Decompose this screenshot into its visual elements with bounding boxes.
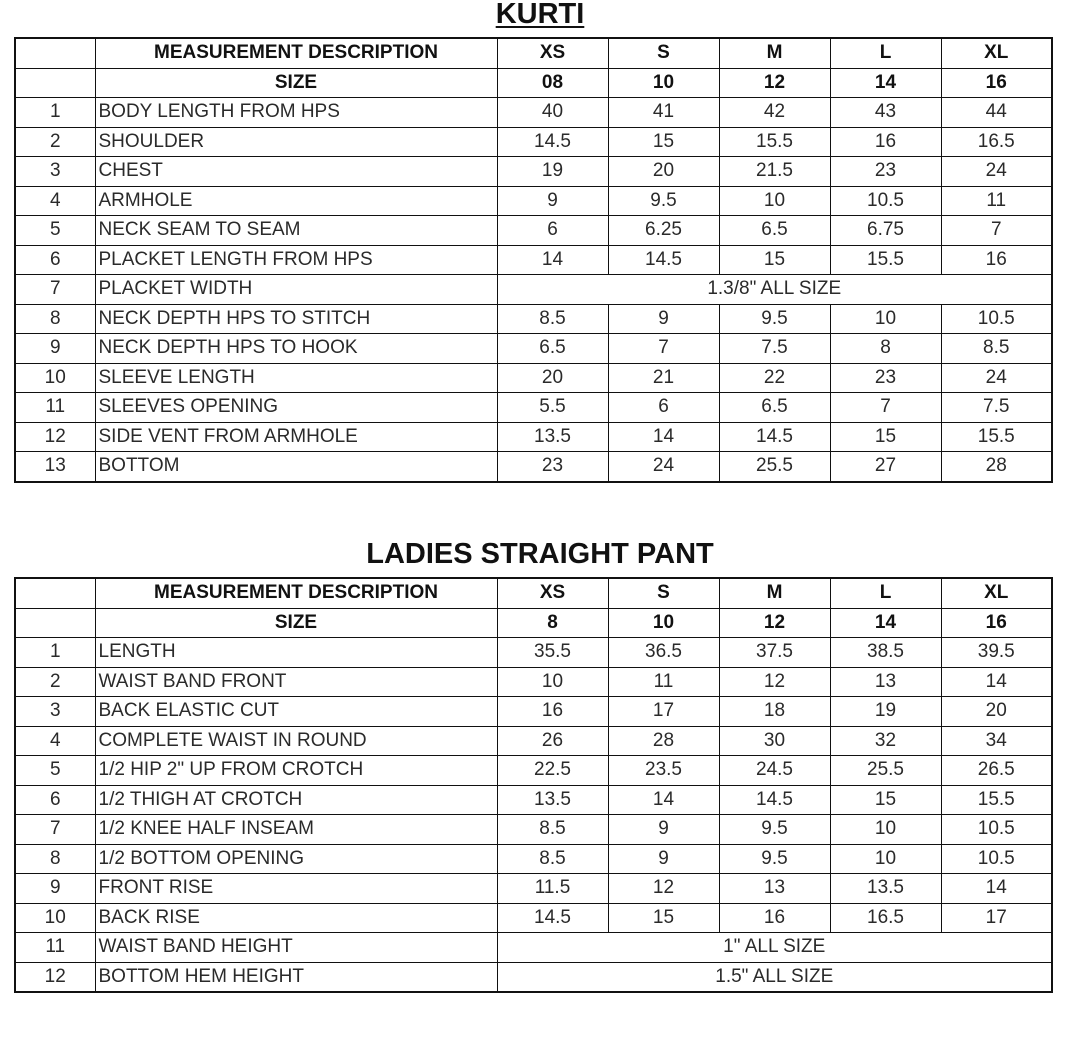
description-cell: BACK ELASTIC CUT xyxy=(95,697,497,727)
measurement-cell: 9 xyxy=(608,844,719,874)
table-row xyxy=(15,785,1052,815)
size-number-cell: 8 xyxy=(497,608,608,638)
measurement-cell: 11 xyxy=(941,186,1052,216)
table-row xyxy=(15,933,1052,963)
measurement-cell: 7 xyxy=(941,216,1052,246)
row-number-cell: 12 xyxy=(15,422,95,452)
table-row xyxy=(15,903,1052,933)
measurement-cell: 23 xyxy=(830,363,941,393)
description-cell: NECK SEAM TO SEAM xyxy=(95,216,497,246)
table-row xyxy=(15,393,1052,423)
measurement-cell: 10.5 xyxy=(830,186,941,216)
measurement-cell: 14 xyxy=(497,245,608,275)
size-header-cell: XL xyxy=(941,578,1052,608)
size-number-row xyxy=(15,68,1052,98)
description-header-cell: MEASUREMENT DESCRIPTION xyxy=(95,578,497,608)
description-cell: SIDE VENT FROM ARMHOLE xyxy=(95,422,497,452)
measurement-cell: 15.5 xyxy=(830,245,941,275)
measurement-cell: 9.5 xyxy=(719,304,830,334)
row-number-cell: 7 xyxy=(15,275,95,305)
description-cell: ARMHOLE xyxy=(95,186,497,216)
measurement-cell: 8.5 xyxy=(941,334,1052,364)
measurement-cell: 36.5 xyxy=(608,638,719,668)
size-header-cell: L xyxy=(830,38,941,68)
measurement-cell: 6.5 xyxy=(719,393,830,423)
measurement-cell: 16 xyxy=(830,127,941,157)
measurement-cell: 28 xyxy=(608,726,719,756)
table-row xyxy=(15,756,1052,786)
size-number-cell: 12 xyxy=(719,608,830,638)
measurement-cell: 16.5 xyxy=(830,903,941,933)
row-number-cell: 13 xyxy=(15,452,95,482)
measurement-cell: 7 xyxy=(830,393,941,423)
measurement-cell: 41 xyxy=(608,98,719,128)
row-number-cell: 12 xyxy=(15,962,95,992)
size-header-cell: S xyxy=(608,38,719,68)
row-number-cell: 2 xyxy=(15,127,95,157)
measurement-cell: 18 xyxy=(719,697,830,727)
measurement-cell: 24 xyxy=(608,452,719,482)
row-number-cell: 6 xyxy=(15,245,95,275)
measurement-cell: 10 xyxy=(719,186,830,216)
measurement-cell: 15.5 xyxy=(941,422,1052,452)
measurement-cell: 7 xyxy=(608,334,719,364)
size-label-cell: SIZE xyxy=(95,608,497,638)
measurement-cell: 24 xyxy=(941,363,1052,393)
size-number-cell: 10 xyxy=(608,608,719,638)
number-cell xyxy=(15,608,95,638)
description-cell: WAIST BAND FRONT xyxy=(95,667,497,697)
description-cell: 1/2 KNEE HALF INSEAM xyxy=(95,815,497,845)
measurement-cell: 27 xyxy=(830,452,941,482)
measurement-cell: 40 xyxy=(497,98,608,128)
measurement-cell: 43 xyxy=(830,98,941,128)
description-cell: WAIST BAND HEIGHT xyxy=(95,933,497,963)
measurement-cell: 10.5 xyxy=(941,815,1052,845)
size-header-cell: L xyxy=(830,578,941,608)
measurement-cell: 26 xyxy=(497,726,608,756)
size-number-cell: 08 xyxy=(497,68,608,98)
size-header-cell: XL xyxy=(941,38,1052,68)
measurement-cell: 6 xyxy=(497,216,608,246)
measurement-cell: 16 xyxy=(941,245,1052,275)
table-row xyxy=(15,127,1052,157)
measurement-cell: 15 xyxy=(608,127,719,157)
measurement-cell: 35.5 xyxy=(497,638,608,668)
pant-title xyxy=(0,536,1080,572)
table-row xyxy=(15,697,1052,727)
measurement-cell: 15 xyxy=(719,245,830,275)
table-row xyxy=(15,638,1052,668)
description-cell: 1/2 THIGH AT CROTCH xyxy=(95,785,497,815)
measurement-cell: 14 xyxy=(941,874,1052,904)
measurement-cell: 14.5 xyxy=(719,785,830,815)
measurement-cell: 12 xyxy=(608,874,719,904)
size-header-cell: XS xyxy=(497,578,608,608)
description-header-cell: MEASUREMENT DESCRIPTION xyxy=(95,38,497,68)
measurement-cell: 6.5 xyxy=(497,334,608,364)
measurement-cell: 25.5 xyxy=(719,452,830,482)
measurement-cell: 8 xyxy=(830,334,941,364)
size-header-cell: M xyxy=(719,578,830,608)
measurement-cell: 12 xyxy=(719,667,830,697)
description-cell: 1/2 HIP 2" UP FROM CROTCH xyxy=(95,756,497,786)
measurement-cell: 13.5 xyxy=(830,874,941,904)
kurti-title-text: KURTI xyxy=(495,0,585,30)
table-row xyxy=(15,844,1052,874)
table-row xyxy=(15,186,1052,216)
measurement-cell: 16.5 xyxy=(941,127,1052,157)
measurement-cell: 13 xyxy=(830,667,941,697)
measurement-cell: 19 xyxy=(830,697,941,727)
measurement-cell: 6 xyxy=(608,393,719,423)
measurement-cell: 14.5 xyxy=(497,903,608,933)
measurement-cell: 21.5 xyxy=(719,157,830,187)
description-cell: BODY LENGTH FROM HPS xyxy=(95,98,497,128)
measurement-cell: 15 xyxy=(608,903,719,933)
measurement-cell: 14 xyxy=(608,422,719,452)
measurement-cell: 19 xyxy=(497,157,608,187)
description-cell: CHEST xyxy=(95,157,497,187)
table-row xyxy=(15,962,1052,992)
row-number-cell: 1 xyxy=(15,638,95,668)
measurement-cell: 6.25 xyxy=(608,216,719,246)
measurement-cell: 26.5 xyxy=(941,756,1052,786)
description-cell: BACK RISE xyxy=(95,903,497,933)
measurement-cell: 23 xyxy=(830,157,941,187)
measurement-cell: 22.5 xyxy=(497,756,608,786)
measurement-cell: 9 xyxy=(497,186,608,216)
row-number-cell: 10 xyxy=(15,903,95,933)
measurement-cell: 14.5 xyxy=(497,127,608,157)
table-row xyxy=(15,874,1052,904)
header-row xyxy=(15,38,1052,68)
number-cell xyxy=(15,68,95,98)
measurement-cell: 21 xyxy=(608,363,719,393)
measurement-cell: 10 xyxy=(497,667,608,697)
measurement-cell: 13.5 xyxy=(497,785,608,815)
measurement-cell: 9.5 xyxy=(719,815,830,845)
measurement-cell: 15.5 xyxy=(941,785,1052,815)
description-cell: 1/2 BOTTOM OPENING xyxy=(95,844,497,874)
measurement-cell: 7.5 xyxy=(719,334,830,364)
measurement-cell: 8.5 xyxy=(497,844,608,874)
number-header-cell xyxy=(15,38,95,68)
measurement-cell: 39.5 xyxy=(941,638,1052,668)
size-number-cell: 14 xyxy=(830,608,941,638)
measurement-cell: 8.5 xyxy=(497,304,608,334)
measurement-cell: 14 xyxy=(608,785,719,815)
size-number-cell: 16 xyxy=(941,68,1052,98)
table-row xyxy=(15,667,1052,697)
table-row xyxy=(15,157,1052,187)
table-row xyxy=(15,304,1052,334)
description-cell: SLEEVES OPENING xyxy=(95,393,497,423)
table-row xyxy=(15,334,1052,364)
all-size-value-cell: 1" ALL SIZE xyxy=(497,933,1052,963)
measurement-cell: 14 xyxy=(941,667,1052,697)
kurti-title xyxy=(0,0,1080,32)
row-number-cell: 6 xyxy=(15,785,95,815)
number-header-cell xyxy=(15,578,95,608)
measurement-cell: 10.5 xyxy=(941,844,1052,874)
table-row xyxy=(15,726,1052,756)
description-cell: SHOULDER xyxy=(95,127,497,157)
measurement-cell: 16 xyxy=(497,697,608,727)
size-number-row xyxy=(15,608,1052,638)
measurement-cell: 20 xyxy=(608,157,719,187)
row-number-cell: 2 xyxy=(15,667,95,697)
measurement-cell: 10 xyxy=(830,844,941,874)
measurement-cell: 37.5 xyxy=(719,638,830,668)
measurement-cell: 9.5 xyxy=(719,844,830,874)
row-number-cell: 1 xyxy=(15,98,95,128)
size-label-cell: SIZE xyxy=(95,68,497,98)
measurement-cell: 15 xyxy=(830,422,941,452)
measurement-cell: 11 xyxy=(608,667,719,697)
measurement-cell: 42 xyxy=(719,98,830,128)
table-row xyxy=(15,98,1052,128)
measurement-cell: 6.75 xyxy=(830,216,941,246)
measurement-cell: 24.5 xyxy=(719,756,830,786)
table-row xyxy=(15,422,1052,452)
measurement-cell: 38.5 xyxy=(830,638,941,668)
all-size-value-cell: 1.3/8" ALL SIZE xyxy=(497,275,1052,305)
size-number-cell: 10 xyxy=(608,68,719,98)
row-number-cell: 3 xyxy=(15,157,95,187)
row-number-cell: 10 xyxy=(15,363,95,393)
header-row xyxy=(15,578,1052,608)
pant-measurement-table xyxy=(14,577,1053,993)
measurement-cell: 14.5 xyxy=(608,245,719,275)
measurement-cell: 10 xyxy=(830,304,941,334)
table-row xyxy=(15,245,1052,275)
pant-title-text: LADIES STRAIGHT PANT xyxy=(366,538,714,570)
measurement-cell: 28 xyxy=(941,452,1052,482)
row-number-cell: 7 xyxy=(15,815,95,845)
size-header-cell: S xyxy=(608,578,719,608)
measurement-cell: 14.5 xyxy=(719,422,830,452)
measurement-cell: 44 xyxy=(941,98,1052,128)
measurement-cell: 11.5 xyxy=(497,874,608,904)
row-number-cell: 9 xyxy=(15,334,95,364)
measurement-cell: 17 xyxy=(941,903,1052,933)
size-header-cell: XS xyxy=(497,38,608,68)
measurement-cell: 6.5 xyxy=(719,216,830,246)
measurement-cell: 32 xyxy=(830,726,941,756)
description-cell: PLACKET LENGTH FROM HPS xyxy=(95,245,497,275)
description-cell: NECK DEPTH HPS TO HOOK xyxy=(95,334,497,364)
table-row xyxy=(15,275,1052,305)
row-number-cell: 5 xyxy=(15,216,95,246)
measurement-cell: 15.5 xyxy=(719,127,830,157)
measurement-cell: 20 xyxy=(941,697,1052,727)
description-cell: LENGTH xyxy=(95,638,497,668)
description-cell: BOTTOM xyxy=(95,452,497,482)
all-size-value-cell: 1.5" ALL SIZE xyxy=(497,962,1052,992)
measurement-cell: 23.5 xyxy=(608,756,719,786)
measurement-cell: 20 xyxy=(497,363,608,393)
measurement-cell: 13.5 xyxy=(497,422,608,452)
measurement-cell: 9 xyxy=(608,304,719,334)
size-number-cell: 16 xyxy=(941,608,1052,638)
description-cell: BOTTOM HEM HEIGHT xyxy=(95,962,497,992)
description-cell: SLEEVE LENGTH xyxy=(95,363,497,393)
measurement-cell: 22 xyxy=(719,363,830,393)
measurement-cell: 23 xyxy=(497,452,608,482)
row-number-cell: 5 xyxy=(15,756,95,786)
row-number-cell: 8 xyxy=(15,304,95,334)
measurement-cell: 25.5 xyxy=(830,756,941,786)
description-cell: FRONT RISE xyxy=(95,874,497,904)
size-number-cell: 12 xyxy=(719,68,830,98)
measurement-cell: 7.5 xyxy=(941,393,1052,423)
description-cell: COMPLETE WAIST IN ROUND xyxy=(95,726,497,756)
table-row xyxy=(15,216,1052,246)
table-row xyxy=(15,452,1052,482)
row-number-cell: 4 xyxy=(15,186,95,216)
description-cell: NECK DEPTH HPS TO STITCH xyxy=(95,304,497,334)
measurement-cell: 15 xyxy=(830,785,941,815)
measurement-cell: 30 xyxy=(719,726,830,756)
size-number-cell: 14 xyxy=(830,68,941,98)
row-number-cell: 11 xyxy=(15,933,95,963)
measurement-cell: 10.5 xyxy=(941,304,1052,334)
row-number-cell: 4 xyxy=(15,726,95,756)
measurement-cell: 24 xyxy=(941,157,1052,187)
row-number-cell: 11 xyxy=(15,393,95,423)
measurement-cell: 9 xyxy=(608,815,719,845)
measurement-cell: 16 xyxy=(719,903,830,933)
measurement-cell: 13 xyxy=(719,874,830,904)
measurement-cell: 17 xyxy=(608,697,719,727)
measurement-cell: 8.5 xyxy=(497,815,608,845)
measurement-cell: 5.5 xyxy=(497,393,608,423)
table-row xyxy=(15,363,1052,393)
row-number-cell: 3 xyxy=(15,697,95,727)
kurti-measurement-table xyxy=(14,37,1053,483)
description-cell: PLACKET WIDTH xyxy=(95,275,497,305)
table-row xyxy=(15,815,1052,845)
measurement-cell: 34 xyxy=(941,726,1052,756)
measurement-cell: 9.5 xyxy=(608,186,719,216)
row-number-cell: 8 xyxy=(15,844,95,874)
measurement-cell: 10 xyxy=(830,815,941,845)
size-header-cell: M xyxy=(719,38,830,68)
row-number-cell: 9 xyxy=(15,874,95,904)
